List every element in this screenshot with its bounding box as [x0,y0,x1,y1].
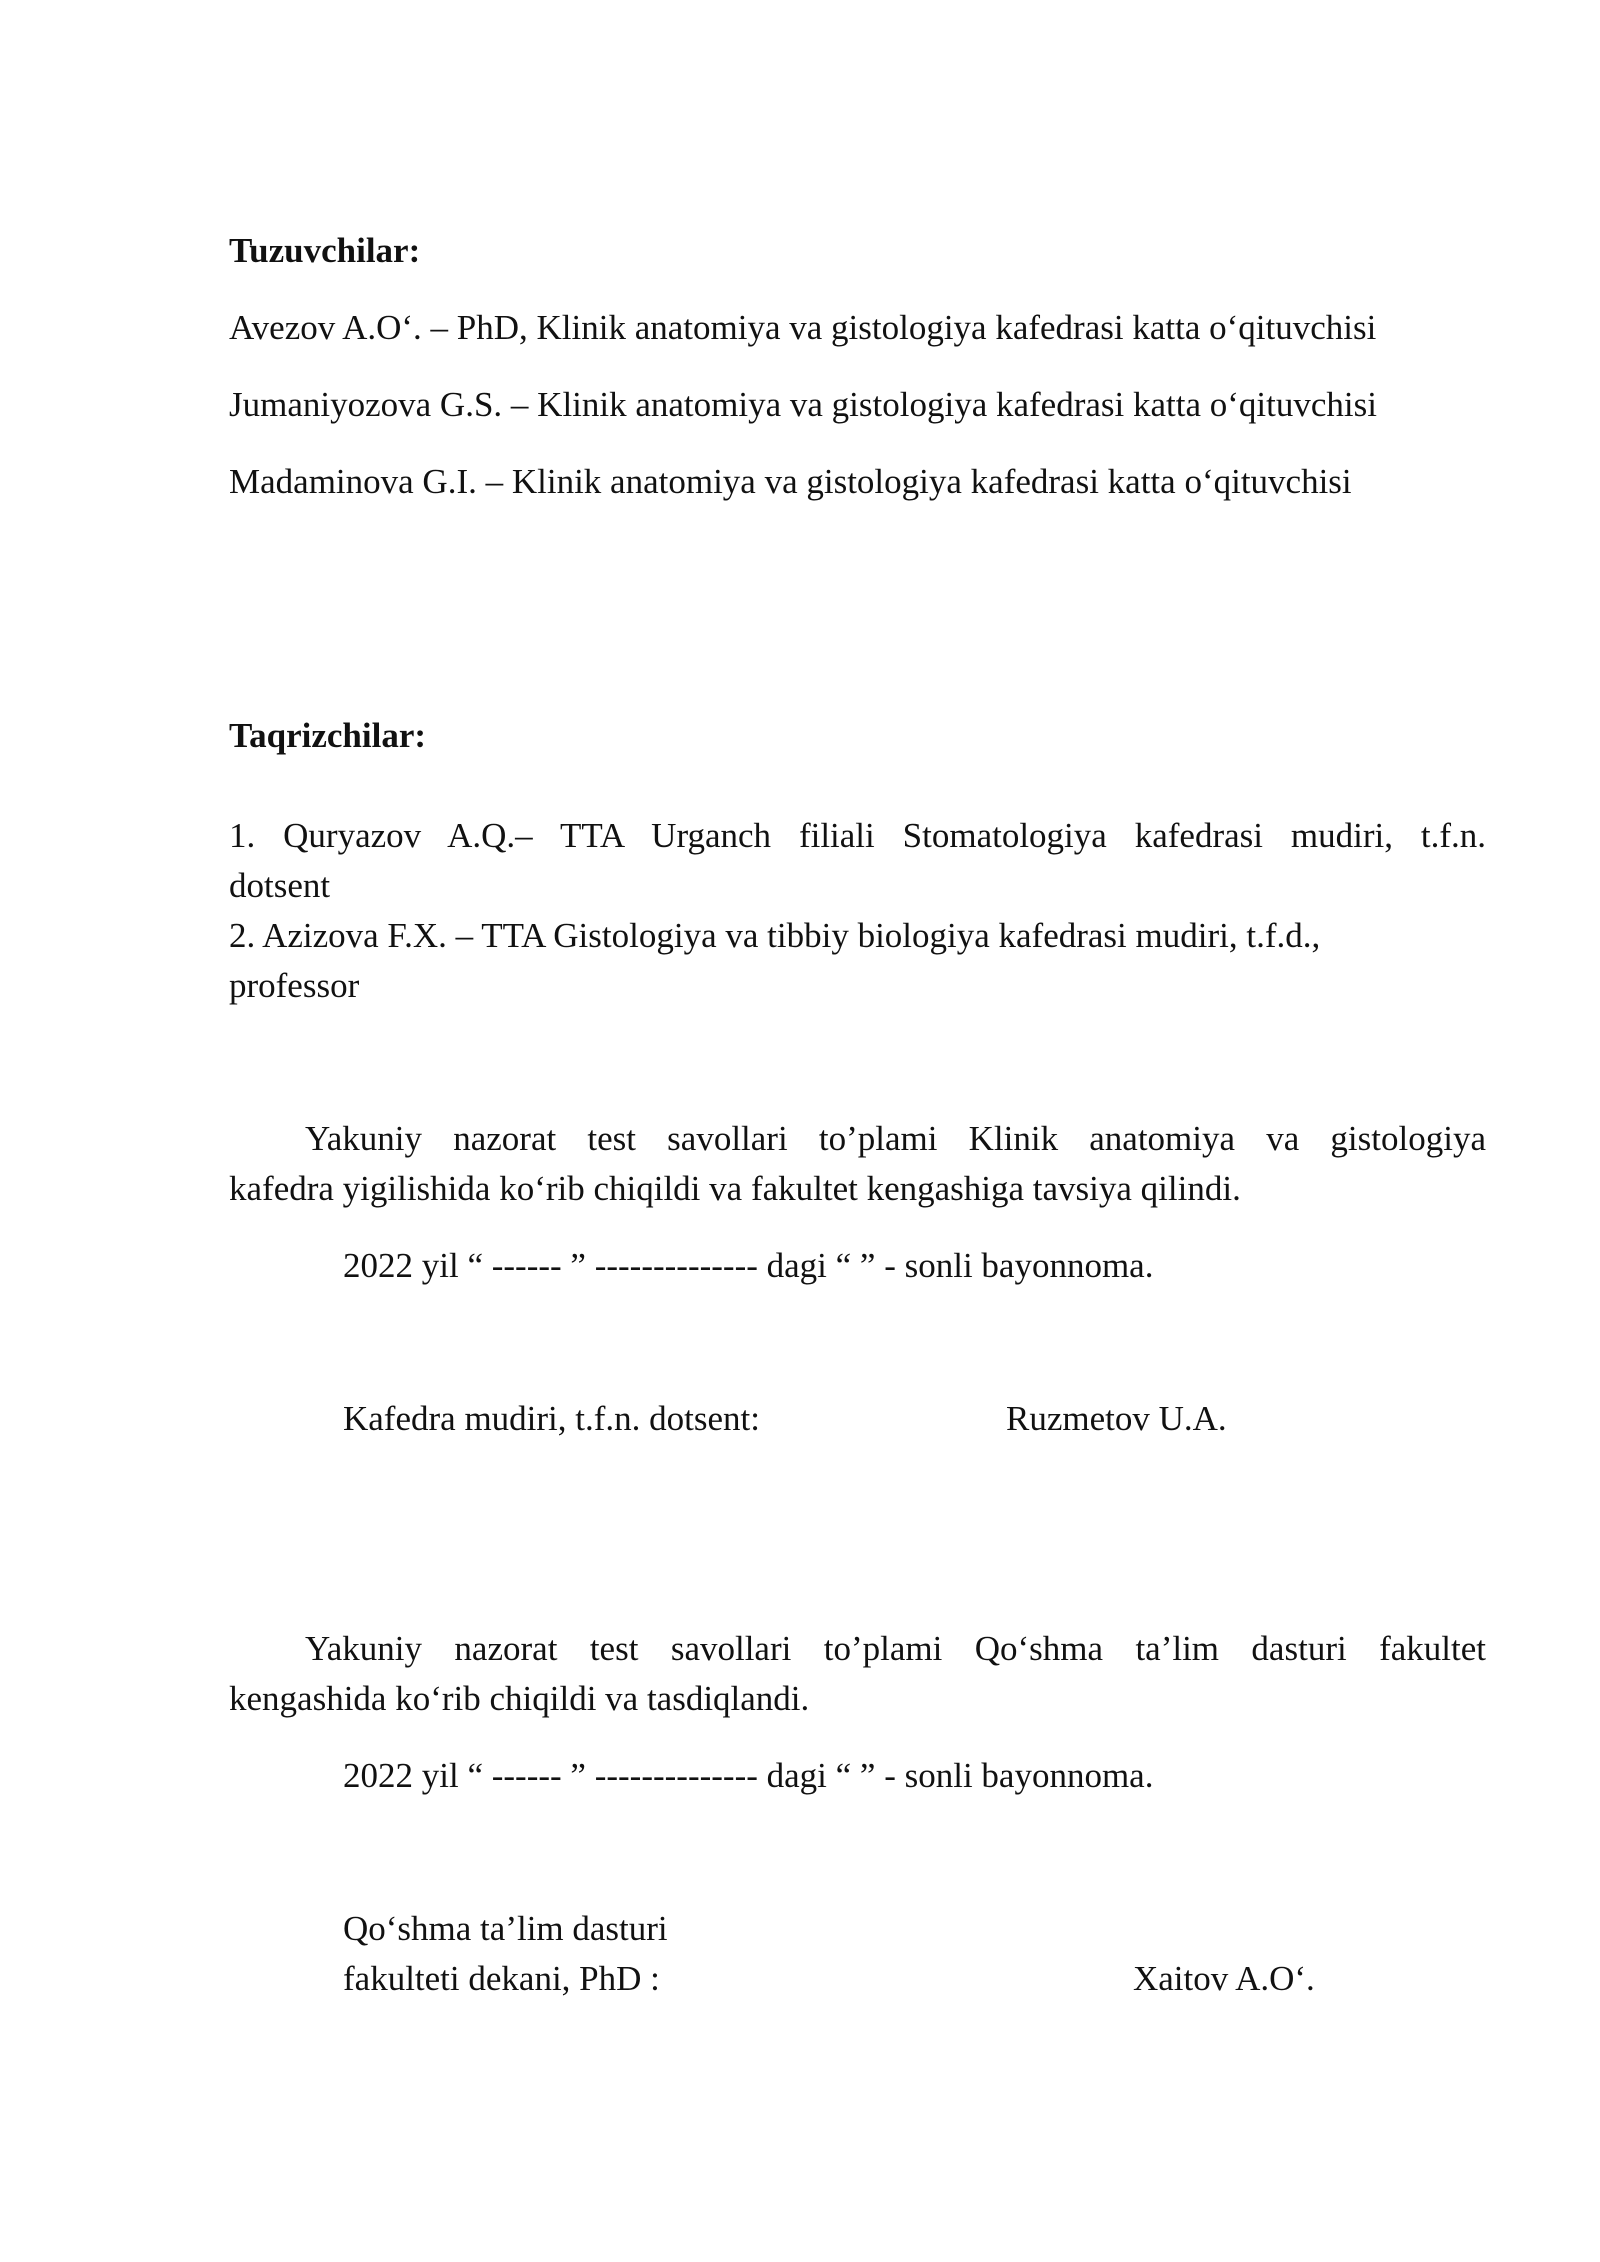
faculty-approval-para-line-2: kengashida ko‘rib chiqildi va tasdiqlandi. [229,1679,810,1718]
compiler-line: Jumaniyozova G.S. – Klinik anatomiya va gistologiya kafedrasi katta o‘qituvchisi [229,385,1377,424]
department-signer-name: Ruzmetov U.A. [1006,1399,1227,1438]
department-protocol-line: 2022 yil “ ------ ” -------------- dagi “ ” - sonli bayonnoma. [343,1246,1154,1285]
reviewer-item-1-line-2: dotsent [229,866,331,905]
compilers-heading: Tuzuvchilar: [229,231,421,270]
reviewers-heading: Taqrizchilar: [229,716,427,755]
reviewer-item-1-line-1: 1. Quryazov A.Q.– TTA Urganch filiali Stomatologiya kafedrasi mudiri, t.f.n. [229,816,1486,855]
faculty-signer-title-line-2: fakulteti dekani, PhD : [343,1959,660,1998]
reviewer-item-2-line-1: 2. Azizova F.X. – TTA Gistologiya va tibbiy biologiya kafedrasi mudiri, t.f.d., [229,916,1321,955]
faculty-protocol-line: 2022 yil “ ------ ” -------------- dagi “ ” - sonli bayonnoma. [343,1756,1154,1795]
faculty-approval-para-line-1-wrap [305,1624,1486,1674]
department-approval-para-line-1: Yakuniy nazorat test savollari to’plami Klinik anatomiya va gistologiya [305,1119,1486,1158]
faculty-signer-name: Xaitov A.O‘. [1133,1959,1315,1998]
compiler-line: Avezov A.O‘. – PhD, Klinik anatomiya va gistologiya kafedrasi katta o‘qituvchisi [229,308,1377,347]
department-approval-para-line-2: kafedra yigilishida ko‘rib chiqildi va fakultet kengashiga tavsiya qilindi. [229,1169,1241,1208]
department-signer-title: Kafedra mudiri, t.f.n. dotsent: [343,1399,760,1438]
faculty-approval-para-line-1: Yakuniy nazorat test savollari to’plami Qo‘shma ta’lim dasturi fakultet [305,1629,1486,1668]
faculty-signer-title-line-1: Qo‘shma ta’lim dasturi [343,1909,668,1948]
reviewer-item-1 [229,811,1486,861]
compiler-line: Madaminova G.I. – Klinik anatomiya va gistologiya kafedrasi katta o‘qituvchisi [229,462,1352,501]
reviewer-item-2-line-2: professor [229,966,360,1005]
department-approval-para-line-1-wrap [305,1114,1486,1164]
